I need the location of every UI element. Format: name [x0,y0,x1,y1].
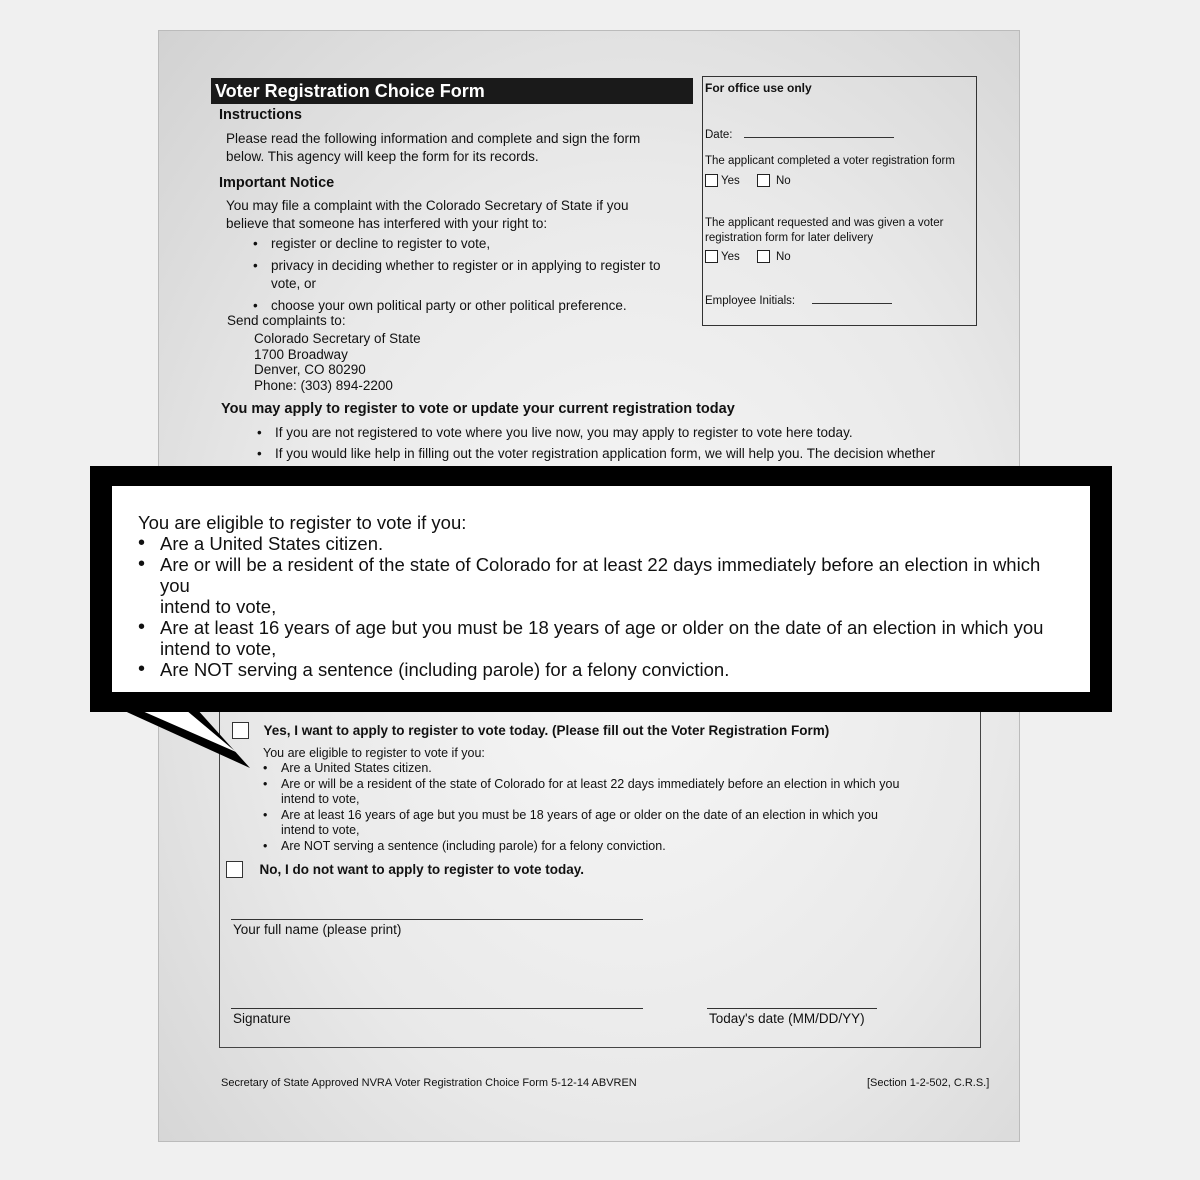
instructions-heading: Instructions [219,107,302,123]
apply-heading: You may apply to register to vote or update your current registration today [221,401,735,417]
yes-option-label: Yes, I want to apply to register to vote today. (Please fill out the Voter Registration Form) [263,723,830,738]
footer-left: Secretary of State Approved NVRA Voter Registration Choice Form 5-12-14 ABVREN [221,1077,637,1089]
full-name-label: Your full name (please print) [233,922,402,937]
callout-content [112,486,1090,692]
office-q2-line2: registration form for later delivery [705,232,874,244]
form-title: Voter Registration Choice Form [211,78,693,104]
address-block: Colorado Secretary of State 1700 Broadway Denver, CO 80290 Phone: (303) 894-2200 [254,331,421,393]
list-item: • privacy in deciding whether to register or in applying to register to vote, or [253,257,693,293]
instructions-text-1: Please read the following information and complete and sign the form [226,131,641,146]
list-item: • Are NOT serving a sentence (including parole) for a felony conviction. [138,659,1074,680]
notice-text-2: believe that someone has interfered with your right to: [226,216,548,231]
eligible-intro: You are eligible to register to vote if you: [263,746,485,760]
magnified-callout [90,466,1112,712]
list-item: • choose your own political party or other political preference. [253,297,693,315]
office-q2-line1: The applicant requested and was given a voter [705,217,944,229]
date-label: Today's date (MM/DD/YY) [709,1011,865,1026]
list-item: • register or decline to register to vote, [253,235,693,253]
office-q1: The applicant completed a voter registration form [705,155,955,167]
list-item: • Are at least 16 years of age but you must be 18 years of age or older on the date of an election in which you intend to vote, [138,617,1074,659]
send-complaints-label: Send complaints to: [227,313,346,328]
callout-list [138,533,1074,680]
office-q2-options: Yes No [705,250,791,263]
footer-right: [Section 1-2-502, C.R.S.] [867,1077,990,1089]
office-initials-row: Employee Initials: [705,293,892,307]
office-date-row: Date: [705,127,894,141]
signature-label: Signature [233,1011,291,1026]
list-item: • Are or will be a resident of the state of Colorado for at least 22 days immediately before an election in which you intend to vote, [263,777,983,808]
list-item: • Are NOT serving a sentence (including parole) for a felony conviction. [263,839,983,855]
notice-text-1: You may file a complaint with the Colorado Secretary of State if you [226,198,629,213]
list-item: • If you are not registered to vote where you live now, you may apply to register to vote here today. [257,424,997,442]
list-item: • Are at least 16 years of age but you must be 18 years of age or older on the date of an election in which you intend to vote, [263,808,983,839]
list-item: • Are a United States citizen. [263,761,983,777]
office-use-heading: For office use only [705,81,812,95]
callout-intro: You are eligible to register to vote if you: [138,512,467,533]
list-item: • Are or will be a resident of the state of Colorado for at least 22 days immediately before an election in which you intend to vote, [138,554,1074,617]
no-option-label: No, I do not want to apply to register to vote today. [259,862,584,877]
notice-heading: Important Notice [219,175,335,191]
list-item: • If you would like help in filling out the voter registration application form, we will help you. The decision whether [257,445,997,481]
list-item: • Are a United States citizen. [138,533,1074,554]
instructions-text-2: below. This agency will keep the form for its records. [226,149,539,164]
office-q1-options: Yes No [705,174,791,187]
